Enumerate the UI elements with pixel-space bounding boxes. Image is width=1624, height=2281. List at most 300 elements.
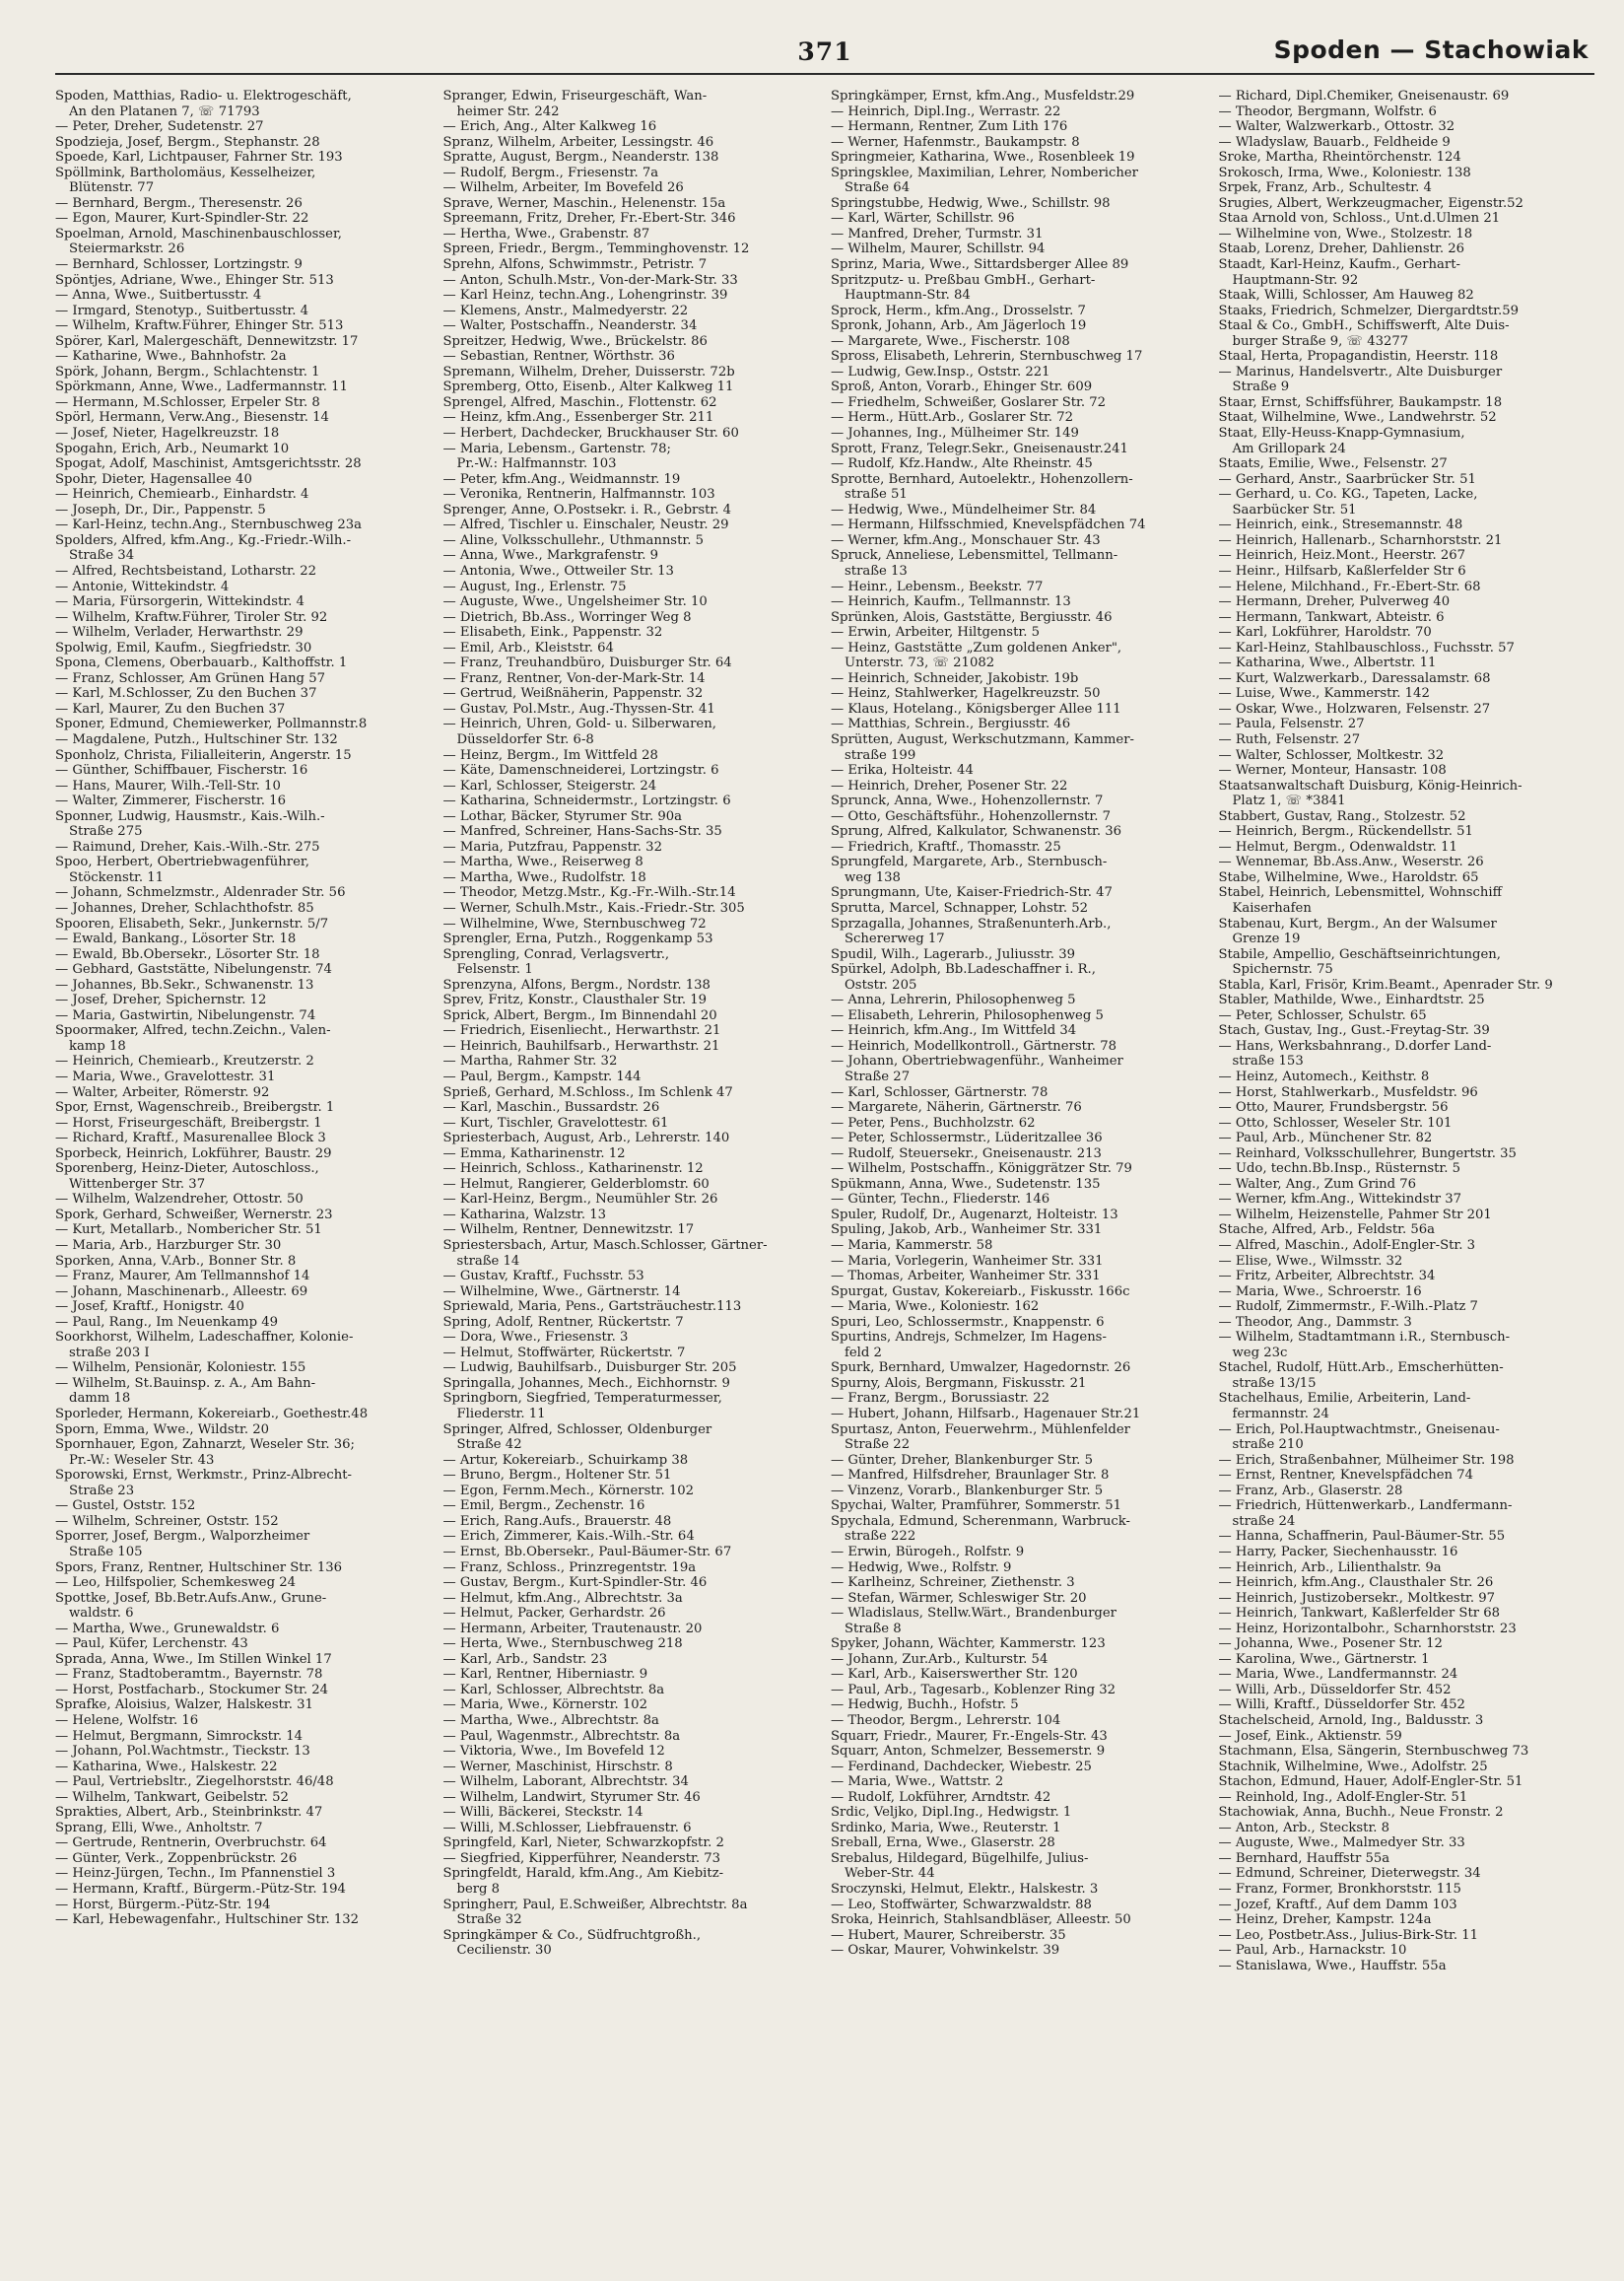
directory-entry: Sprütten, August, Werkschutzmann, Kammer- — [831, 731, 1134, 747]
directory-entry: Sprzagalla, Johannes, Straßenunterh.Arb., — [831, 916, 1112, 932]
directory-entry: fermannstr. 24 — [1232, 1407, 1329, 1422]
directory-entry: — Gerhard, u. Co. KG., Tapeten, Lacke, — [1218, 487, 1478, 503]
directory-column-2 — [443, 89, 820, 2261]
directory-entry: — Matthias, Schrein., Bergiusstr. 46 — [831, 717, 1071, 732]
directory-entry: Springmeier, Katharina, Wwe., Rosenbleek 19 — [831, 150, 1135, 166]
directory-entry: Spychala, Edmund, Scherenmann, Warbruck- — [831, 1513, 1130, 1529]
directory-entry: Spremberg, Otto, Eisenb., Alter Kalkweg 11 — [442, 380, 734, 395]
directory-entry: Sprinz, Maria, Wwe., Sittardsberger Allee 89 — [831, 257, 1129, 273]
directory-entry: — Heinrich, Chemiearb., Kreutzerstr. 2 — [55, 1054, 314, 1070]
directory-entry: — Maria, Wwe., Wattstr. 2 — [831, 1774, 1004, 1790]
directory-entry: Sprock, Herm., kfm.Ang., Drosselstr. 7 — [831, 303, 1086, 318]
directory-entry: — Gertrud, Weißnäherin, Pappenstr. 32 — [442, 686, 704, 702]
directory-entry: — Wilhelm, Arbeiter, Im Bovefeld 26 — [442, 180, 684, 196]
directory-entry: — Maria, Putzfrau, Pappenstr. 32 — [442, 839, 662, 855]
directory-entry: Springstubbe, Hedwig, Wwe., Schillstr. 98 — [831, 195, 1111, 211]
directory-entry: — Karl, Schlosser, Steigerstr. 24 — [442, 778, 657, 794]
directory-entry: Weber-Str. 44 — [845, 1866, 935, 1882]
directory-entry: Straße 34 — [69, 548, 135, 564]
directory-entry: — Erich, Rang.Aufs., Brauerstr. 48 — [442, 1513, 672, 1529]
directory-entry: — Richard, Kraftf., Masurenallee Block 3 — [55, 1131, 326, 1146]
directory-entry: Spurny, Alois, Bergmann, Fiskusstr. 21 — [831, 1375, 1087, 1391]
directory-entry: Spöllmink, Bartholomäus, Kesselheizer, — [55, 165, 316, 180]
directory-entry: heimer Str. 242 — [456, 104, 560, 119]
directory-entry: — Hermann, Tankwart, Abteistr. 6 — [1218, 609, 1445, 625]
directory-entry: Springfeldt, Harald, kfm.Ang., Am Kiebitz- — [442, 1866, 724, 1882]
directory-entry: — Heinrich, Arb., Lilienthalstr. 9a — [1218, 1559, 1442, 1575]
directory-entry: — Karl, Lokführer, Haroldstr. 70 — [1218, 625, 1432, 641]
directory-entry: — Johann, Maschinenarb., Alleestr. 69 — [55, 1283, 308, 1299]
directory-entry: Spogat, Adolf, Maschinist, Amtsgerichtsstr. 28 — [55, 456, 362, 472]
directory-entry: — Karl, M.Schlosser, Zu den Buchen 37 — [55, 686, 317, 702]
directory-entry: berg 8 — [456, 1881, 501, 1897]
directory-entry: — Harry, Packer, Siechenhausstr. 16 — [1218, 1544, 1458, 1559]
directory-entry: Spyker, Johann, Wächter, Kammerstr. 123 — [831, 1636, 1106, 1652]
directory-entry: — Herta, Wwe., Sternbuschweg 218 — [442, 1636, 683, 1652]
directory-entry: Spriesterbach, August, Arb., Lehrerstr. 140 — [442, 1131, 730, 1146]
directory-entry: Spörkmann, Anne, Wwe., Ladfermannstr. 11 — [55, 380, 348, 395]
directory-entry: Sprott, Franz, Telegr.Sekr., Gneisenaustr.241 — [831, 441, 1128, 456]
directory-entry: Springkämper, Ernst, kfm.Ang., Musfeldstr.29 — [831, 89, 1135, 104]
directory-entry: — Walter, Postschaffn., Neanderstr. 34 — [442, 318, 698, 334]
directory-entry: Oststr. 205 — [845, 977, 917, 993]
directory-entry: — Friedhelm, Schweißer, Goslarer Str. 72 — [831, 394, 1107, 410]
directory-entry: Spürkel, Adolph, Bb.Ladeschaffner i. R., — [831, 962, 1096, 978]
directory-entry: — Erich, Straßenbahner, Mülheimer Str. 198 — [1218, 1452, 1515, 1468]
directory-entry: — Wilhelm, Laborant, Albrechtstr. 34 — [442, 1774, 689, 1790]
directory-entry: — Theodor, Metzg.Mstr., Kg.-Fr.-Wilh.-Str.14 — [442, 885, 736, 901]
directory-entry: — Vinzenz, Vorarb., Blankenburger Str. 5 — [831, 1483, 1104, 1498]
directory-entry: Hauptmann-Str. 84 — [845, 288, 971, 304]
directory-entry: — Rudolf, Bergm., Friesenstr. 7a — [442, 165, 659, 180]
directory-entry: Staat, Wilhelmine, Wwe., Landwehrstr. 52 — [1218, 410, 1497, 426]
directory-entry: — Heinz, Gaststätte „Zum goldenen Anker", — [831, 640, 1122, 656]
directory-entry: Stabbert, Gustav, Rang., Stolzestr. 52 — [1218, 808, 1466, 824]
directory-entry: — Gustav, Kraftf., Fuchsstr. 53 — [442, 1269, 644, 1284]
directory-entry: Sponner, Ludwig, Hausmstr., Kais.-Wilh.- — [55, 808, 325, 824]
directory-entry: Spoden, Matthias, Radio- u. Elektrogeschäft, — [55, 89, 352, 104]
directory-entry: — Werner, Maschinist, Hirschstr. 8 — [442, 1759, 673, 1774]
directory-entry: — Heinrich, Hallenarb., Scharnhorststr. 21 — [1218, 532, 1503, 548]
directory-entry: — Walter, Zimmerer, Fischerstr. 16 — [55, 794, 286, 809]
directory-entry: — Karl, Wärter, Schillstr. 96 — [831, 211, 1015, 227]
directory-entry: Spross, Elisabeth, Lehrerin, Sternbuschweg 17 — [831, 349, 1143, 365]
directory-entry: — Karl, Maurer, Zu den Buchen 37 — [55, 701, 286, 717]
directory-entry: — Raimund, Dreher, Kais.-Wilh.-Str. 275 — [55, 839, 320, 855]
directory-entry: — Werner, Schulh.Mstr., Kais.-Friedr.-Str. 305 — [442, 900, 745, 916]
directory-entry: — Lothar, Bäcker, Styrumer Str. 90a — [442, 808, 683, 824]
directory-entry: — Paula, Felsenstr. 27 — [1218, 717, 1365, 732]
directory-entry: — Heinr., Hilfsarb, Kaßlerfelder Str 6 — [1218, 563, 1466, 579]
directory-entry: — Paul, Vertriebsltr., Ziegelhorststr. 46/48 — [55, 1774, 334, 1790]
directory-entry: kamp 18 — [69, 1038, 126, 1054]
directory-entry: Spuri, Leo, Schlossermstr., Knappenstr. 6 — [831, 1314, 1105, 1330]
directory-entry: — Josef, Nieter, Hagelkreuzstr. 18 — [55, 426, 280, 442]
directory-entry: — Udo, techn.Bb.Insp., Rüsternstr. 5 — [1218, 1161, 1461, 1177]
directory-entry: — Emil, Arb., Kleiststr. 64 — [442, 640, 614, 656]
directory-entry: — Wilhelm, St.Bauinsp. z. A., Am Bahn- — [55, 1375, 316, 1391]
directory-entry: — Wilhelm, Stadtamtmann i.R., Sternbusch- — [1218, 1330, 1511, 1346]
directory-entry: Stabler, Mathilde, Wwe., Einhardtstr. 25 — [1218, 993, 1485, 1008]
directory-entry: Sprev, Fritz, Konstr., Clausthaler Str. 19 — [442, 993, 708, 1008]
directory-entry: Stachowiak, Anna, Buchh., Neue Fronstr. 2 — [1218, 1805, 1504, 1821]
directory-entry: Srokosch, Irma, Wwe., Koloniestr. 138 — [1218, 165, 1471, 180]
directory-entry: — Elise, Wwe., Wilmsstr. 32 — [1218, 1253, 1403, 1269]
directory-entry: Sprenzyna, Alfons, Bergm., Nordstr. 138 — [442, 977, 710, 993]
directory-entry: — Gustav, Pol.Mstr., Aug.-Thyssen-Str. 41 — [442, 701, 715, 717]
directory-entry: — Hedwig, Wwe., Rolfstr. 9 — [831, 1559, 1012, 1575]
directory-entry: — Reinhard, Volksschullehrer, Bungertstr. 35 — [1218, 1145, 1517, 1161]
directory-entry: — Johannes, Bb.Sekr., Schwanenstr. 13 — [55, 977, 314, 993]
directory-entry: Spöntjes, Adriane, Wwe., Ehinger Str. 513 — [55, 272, 334, 288]
directory-entry: — Günter, Verk., Zoppenbrückstr. 26 — [55, 1850, 298, 1866]
directory-entry: — Hans, Werksbahnrang., D.dorfer Land- — [1218, 1038, 1492, 1054]
directory-entry: — Maria, Wwe., Körnerstr. 102 — [442, 1697, 648, 1713]
directory-entry: Stach, Gustav, Ing., Gust.-Freytag-Str. 39 — [1218, 1023, 1490, 1039]
directory-entry: straße 199 — [845, 747, 916, 763]
directory-entry: — Hedwig, Wwe., Mündelheimer Str. 84 — [831, 502, 1097, 518]
directory-entry: — Theodor, Bergmann, Wolfstr. 6 — [1218, 104, 1437, 119]
directory-entry: — Johann, Obertriebwagenführ., Wanheimer — [831, 1054, 1123, 1070]
directory-entry: — Antonie, Wittekindstr. 4 — [55, 579, 230, 594]
directory-entry: — Hermann, Dreher, Pulverweg 40 — [1218, 594, 1451, 610]
directory-entry: straße 14 — [456, 1253, 520, 1269]
directory-entry: — Ernst, Bb.Obersekr., Paul-Bäumer-Str. 67 — [442, 1544, 732, 1559]
directory-entry: straße 13 — [845, 563, 908, 579]
directory-entry: Spohr, Dieter, Hagensallee 40 — [55, 471, 252, 487]
directory-entry: — Egon, Maurer, Kurt-Spindler-Str. 22 — [55, 211, 309, 227]
directory-entry: — Leo, Hilfspolier, Schemkesweg 24 — [55, 1575, 296, 1591]
directory-entry: Spörk, Johann, Bergm., Schlachtenstr. 1 — [55, 364, 320, 380]
directory-entry: — Emma, Katharinenstr. 12 — [442, 1145, 626, 1161]
directory-entry: — Günter, Techn., Fliederstr. 146 — [831, 1192, 1050, 1208]
directory-entry: — Heinrich, Bergm., Rückendellstr. 51 — [1218, 824, 1473, 840]
directory-entry: — Elisabeth, Eink., Pappenstr. 32 — [442, 625, 663, 641]
directory-entry: Squarr, Friedr., Maurer, Fr.-Engels-Str. 43 — [831, 1728, 1108, 1744]
directory-entry: Sporowski, Ernst, Werkmstr., Prinz-Albrecht- — [55, 1468, 352, 1484]
directory-entry: — Maria, Vorlegerin, Wanheimer Str. 331 — [831, 1253, 1104, 1269]
directory-entry: — Katharina, Wwe., Halskestr. 22 — [55, 1759, 278, 1774]
directory-entry: — Viktoria, Wwe., Im Bovefeld 12 — [442, 1744, 665, 1760]
directory-entry: — Otto, Maurer, Frundsbergstr. 56 — [1218, 1100, 1449, 1116]
directory-entry: — Franz, Arb., Glaserstr. 28 — [1218, 1483, 1403, 1498]
directory-entry: Spoelman, Arnold, Maschinenbauschlosser, — [55, 226, 342, 242]
directory-entry: Spurtasz, Anton, Feuerwehrm., Mühlenfelder — [831, 1421, 1130, 1437]
directory-entry: — Heinz, Automech., Keithstr. 8 — [1218, 1070, 1430, 1084]
directory-entry: Spreen, Friedr., Bergm., Temminghovenstr. 12 — [442, 242, 750, 257]
directory-entry: Staa Arnold von, Schloss., Unt.d.Ulmen 21 — [1218, 211, 1501, 227]
directory-entry: — Wilhelm, Rentner, Dennewitzstr. 17 — [442, 1222, 695, 1238]
directory-entry: — Peter, Pens., Buchholzstr. 62 — [831, 1115, 1036, 1131]
directory-entry: — Irmgard, Stenotyp., Suitbertusstr. 4 — [55, 303, 309, 318]
directory-entry: Sprakties, Albert, Arb., Steinbrinkstr. 47 — [55, 1805, 323, 1821]
directory-entry: feld 2 — [845, 1345, 882, 1360]
directory-entry: Sprungfeld, Margarete, Arb., Sternbusch- — [831, 855, 1108, 870]
directory-entry: Spolwig, Emil, Kaufm., Siegfriedstr. 30 — [55, 640, 312, 656]
directory-entry: Spriestersbach, Artur, Masch.Schlosser, Gärtner- — [442, 1238, 768, 1254]
directory-entry: — Bernhard, Bergm., Theresenstr. 26 — [55, 195, 303, 211]
directory-entry: — Walter, Ang., Zum Grind 76 — [1218, 1176, 1417, 1192]
directory-entry: Stachelscheid, Arnold, Ing., Baldusstr. 3 — [1218, 1712, 1484, 1728]
directory-entry: waldstr. 6 — [69, 1606, 134, 1622]
directory-entry: Spring, Adolf, Rentner, Rückertstr. 7 — [442, 1314, 684, 1330]
directory-entry: — Elisabeth, Lehrerin, Philosophenweg 5 — [831, 1007, 1104, 1023]
directory-entry: — Günter, Dreher, Blankenburger Str. 5 — [831, 1452, 1093, 1468]
directory-entry: — Oskar, Wwe., Holzwaren, Felsenstr. 27 — [1218, 701, 1491, 717]
directory-entry: — Ewald, Bankang., Lösorter Str. 18 — [55, 932, 297, 947]
directory-entry: — Paul, Arb., Tagesarb., Koblenzer Ring 32 — [831, 1682, 1116, 1697]
directory-entry: Sprungmann, Ute, Kaiser-Friedrich-Str. 47 — [831, 885, 1113, 901]
directory-entry: — Martha, Wwe., Albrechtstr. 8a — [442, 1712, 659, 1728]
directory-entry: — Wilhelm, Kraftw.Führer, Ehinger Str. 513 — [55, 318, 344, 334]
directory-entry: — Willi, Bäckerei, Steckstr. 14 — [442, 1805, 643, 1821]
directory-entry: Stachel, Rudolf, Hütt.Arb., Emscherhütten- — [1218, 1360, 1504, 1376]
directory-entry: — Paul, Bergm., Kampstr. 144 — [442, 1070, 642, 1084]
directory-entry: Sporrer, Josef, Bergm., Walporzheimer — [55, 1529, 310, 1545]
directory-entry: — Horst, Friseurgeschäft, Breibergstr. 1 — [55, 1115, 322, 1131]
directory-entry: — Dietrich, Bb.Ass., Worringer Weg 8 — [442, 609, 692, 625]
directory-entry: — Karl Heinz, techn.Ang., Lohengrinstr. 39 — [442, 288, 728, 304]
directory-entry: — Maria, Wwe., Koloniestr. 162 — [831, 1299, 1040, 1315]
directory-entry: — Hermann, Arbeiter, Trautenaustr. 20 — [442, 1621, 703, 1636]
directory-entry: — Käte, Damenschneiderei, Lortzingstr. 6 — [442, 763, 719, 779]
directory-entry: Staatsanwaltschaft Duisburg, König-Heinrich- — [1218, 778, 1522, 794]
directory-entry: Spogahn, Erich, Arb., Neumarkt 10 — [55, 441, 290, 456]
directory-entry: — Stanislawa, Wwe., Hauffstr. 55a — [1218, 1958, 1447, 1973]
directory-entry: — Maria, Wwe., Gravelottestr. 31 — [55, 1070, 276, 1084]
directory-entry: — Antonia, Wwe., Ottweiler Str. 13 — [442, 563, 674, 579]
directory-entry: — Manfred, Schreiner, Hans-Sachs-Str. 35 — [442, 824, 722, 840]
directory-entry: Staal & Co., GmbH., Schiffswerft, Alte Duis- — [1218, 318, 1510, 334]
directory-entry: Sprotte, Bernhard, Autoelektr., Hohenzollern- — [831, 471, 1133, 487]
directory-entry: Sprang, Elli, Wwe., Anholtstr. 7 — [55, 1820, 263, 1835]
directory-entry: — Hermann, Hilfsschmied, Knevelspfädchen 74 — [831, 518, 1146, 533]
directory-entry: Straße 32 — [456, 1912, 522, 1928]
directory-entry: Stachon, Edmund, Hauer, Adolf-Engler-Str. 51 — [1218, 1774, 1523, 1790]
directory-entry: Sporleder, Hermann, Kokereiarb., Goethestr.48 — [55, 1407, 369, 1422]
directory-entry: — Wilhelm, Postschaffn., Königgrätzer Str. 79 — [831, 1161, 1132, 1177]
directory-entry: Sporbeck, Heinrich, Lokführer, Baustr. 29 — [55, 1145, 332, 1161]
directory-entry: — Edmund, Schreiner, Dieterwegstr. 34 — [1218, 1866, 1481, 1882]
directory-entry: — Ewald, Bb.Obersekr., Lösorter Str. 18 — [55, 946, 320, 962]
directory-entry: Straße 275 — [69, 824, 143, 840]
directory-entry: — Wilhelm, Pensionär, Koloniestr. 155 — [55, 1360, 306, 1376]
directory-column-4 — [1219, 89, 1595, 2261]
directory-entry: straße 24 — [1232, 1513, 1296, 1529]
directory-entry: — Heinrich, Bauhilfsarb., Herwarthstr. 21 — [442, 1038, 720, 1054]
directory-entry: Springsklee, Maximilian, Lehrer, Nombericher — [831, 165, 1138, 180]
directory-entry: Fliederstr. 11 — [456, 1407, 546, 1422]
directory-entry: — August, Ing., Erlenstr. 75 — [442, 579, 627, 594]
directory-entry: — Stefan, Wärmer, Schleswiger Str. 20 — [831, 1590, 1087, 1606]
directory-entry: straße 51 — [845, 487, 908, 503]
directory-entry: — Kurt, Tischler, Gravelottestr. 61 — [442, 1115, 669, 1131]
directory-entry: Sprehn, Alfons, Schwimmstr., Petristr. 7 — [442, 257, 708, 273]
directory-entry: Spoo, Herbert, Obertriebwagenführer, — [55, 855, 309, 870]
directory-entry: — Anton, Arb., Steckstr. 8 — [1218, 1820, 1390, 1835]
directory-entry: Spottke, Josef, Bb.Betr.Aufs.Anw., Grune- — [55, 1590, 327, 1606]
directory-entry: Spychai, Walter, Pramführer, Sommerstr. 51 — [831, 1498, 1122, 1514]
directory-entry: Steiermarkstr. 26 — [69, 242, 185, 257]
directory-entry: — Reinhold, Ing., Adolf-Engler-Str. 51 — [1218, 1789, 1468, 1805]
directory-entry: — Leo, Postbetr.Ass., Julius-Birk-Str. 11 — [1218, 1927, 1479, 1943]
directory-column-1 — [55, 89, 432, 2261]
page-number: 371 — [797, 37, 852, 66]
directory-entry: Cecilienstr. 30 — [456, 1943, 552, 1959]
directory-entry: — Manfred, Hilfsdreher, Braunlager Str. 8 — [831, 1468, 1110, 1484]
directory-entry: — Karl-Heinz, Bergm., Neumühler Str. 26 — [442, 1192, 718, 1208]
directory-entry: Springer, Alfred, Schlosser, Oldenburger — [442, 1421, 712, 1437]
directory-entry: — Karl, Arb., Sandstr. 23 — [442, 1651, 608, 1667]
directory-entry: — Franz, Schloss., Prinzregentstr. 19a — [442, 1559, 697, 1575]
directory-entry: Spreitzer, Hedwig, Wwe., Brückelstr. 86 — [442, 333, 708, 349]
directory-entry: — Wilhelm, Tankwart, Geibelstr. 52 — [55, 1789, 289, 1805]
directory-entry: — Karl-Heinz, Stahlbauschloss., Fuchsstr. 57 — [1218, 640, 1515, 656]
directory-entry: — Hubert, Johann, Hilfsarb., Hagenauer Str.21 — [831, 1407, 1141, 1422]
directory-entry: — Josef, Eink., Aktienstr. 59 — [1218, 1728, 1402, 1744]
directory-entry: Sprick, Albert, Bergm., Im Binnendahl 20 — [442, 1007, 717, 1023]
directory-entry: Spor, Ernst, Wagenschreib., Breibergstr. 1 — [55, 1100, 335, 1116]
directory-entry: Spranz, Wilhelm, Arbeiter, Lessingstr. 46 — [442, 134, 714, 150]
directory-entry: Pr.-W.: Weseler Str. 43 — [69, 1452, 215, 1468]
directory-entry: Stöckenstr. 11 — [69, 869, 165, 885]
directory-entry: Kaiserhafen — [1232, 900, 1312, 916]
directory-entry: Spörl, Hermann, Verw.Ang., Biesenstr. 14 — [55, 410, 329, 426]
directory-entry: — Alfred, Rechtsbeistand, Lotharstr. 22 — [55, 563, 317, 579]
directory-entry: — Alfred, Tischler u. Einschaler, Neustr. 29 — [442, 518, 729, 533]
directory-entry: — Manfred, Dreher, Turmstr. 31 — [831, 226, 1044, 242]
directory-entry: Straße 23 — [69, 1483, 135, 1498]
directory-entry: Srdic, Veljko, Dipl.Ing., Hedwigstr. 1 — [831, 1805, 1072, 1821]
directory-entry: — Willi, Kraftf., Düsseldorfer Str. 452 — [1218, 1697, 1465, 1713]
directory-entry: — Wladislaus, Stellw.Wärt., Brandenburger — [831, 1606, 1116, 1622]
directory-entry: — Peter, Schlosser, Schulstr. 65 — [1218, 1007, 1427, 1023]
directory-entry: — Franz, Schlosser, Am Grünen Hang 57 — [55, 670, 325, 686]
directory-entry: Spona, Clemens, Oberbauarb., Kalthoffstr. 1 — [55, 656, 348, 671]
directory-entry: Sponholz, Christa, Filialleiterin, Angerstr. 15 — [55, 747, 352, 763]
directory-entry: Sprünken, Alois, Gaststätte, Bergiusstr. 46 — [831, 609, 1113, 625]
directory-entry: — Horst, Stahlwerkarb., Musfeldstr. 96 — [1218, 1084, 1478, 1100]
directory-entry: straße 13/15 — [1232, 1375, 1317, 1391]
directory-entry: Stabla, Karl, Frisör, Krim.Beamt., Apenrader Str. 9 — [1218, 977, 1553, 993]
directory-entry: Staadt, Karl-Heinz, Kaufm., Gerhart- — [1218, 257, 1460, 273]
directory-entry: — Wilhelm, Landwirt, Styrumer Str. 46 — [442, 1789, 701, 1805]
directory-entry: — Alfred, Maschin., Adolf-Engler-Str. 3 — [1218, 1238, 1476, 1254]
directory-entry: straße 222 — [845, 1529, 916, 1545]
directory-entry: Spratte, August, Bergm., Neanderstr. 138 — [442, 150, 719, 166]
directory-entry: — Klemens, Anstr., Malmedyerstr. 22 — [442, 303, 689, 318]
directory-entry: — Wilhelm, Schreiner, Oststr. 152 — [55, 1513, 279, 1529]
directory-entry: Straße 8 — [845, 1621, 902, 1636]
directory-entry: — Hermann, M.Schlosser, Erpeler Str. 8 — [55, 394, 320, 410]
directory-entry: weg 23c — [1232, 1345, 1288, 1360]
directory-entry: Sprengler, Erna, Putzh., Roggenkamp 53 — [442, 932, 713, 947]
directory-entry: Srugies, Albert, Werkzeugmacher, Eigenstr.52 — [1218, 195, 1523, 211]
directory-entry: — Hans, Maurer, Wilh.-Tell-Str. 10 — [55, 778, 281, 794]
directory-entry: — Franz, Stadtoberamtm., Bayernstr. 78 — [55, 1667, 323, 1683]
directory-entry: Staar, Ernst, Schiffsführer, Baukampstr. 18 — [1218, 394, 1503, 410]
directory-entry: — Horst, Postfacharb., Stockumer Str. 24 — [55, 1682, 329, 1697]
directory-entry: — Erich, Ang., Alter Kalkweg 16 — [442, 119, 657, 135]
directory-entry: — Kurt, Metallarb., Nombericher Str. 51 — [55, 1222, 322, 1238]
directory-entry: Stabenau, Kurt, Bergm., An der Walsumer — [1218, 916, 1497, 932]
directory-entry: Spriewald, Maria, Pens., Gartsträuchestr.113 — [442, 1299, 742, 1315]
directory-entry: — Maria, Kammerstr. 58 — [831, 1238, 993, 1254]
directory-entry: — Martha, Wwe., Grunewaldstr. 6 — [55, 1621, 280, 1636]
directory-entry: — Wilhelmine, Wwe, Sternbuschweg 72 — [442, 916, 707, 932]
directory-entry: — Horst, Bürgerm.-Pütz-Str. 194 — [55, 1897, 271, 1912]
directory-entry: Schererweg 17 — [845, 932, 945, 947]
directory-entry: Sreball, Erna, Wwe., Glaserstr. 28 — [831, 1835, 1055, 1851]
directory-entry: Sprutta, Marcel, Schnapper, Lohstr. 52 — [831, 900, 1089, 916]
directory-entry: — Martha, Wwe., Reiserweg 8 — [442, 855, 643, 870]
directory-entry: Staab, Lorenz, Dreher, Dahlienstr. 26 — [1218, 242, 1464, 257]
directory-entry: — Karolina, Wwe., Gärtnerstr. 1 — [1218, 1651, 1430, 1667]
directory-entry: — Erich, Pol.Hauptwachtmstr., Gneisenau- — [1218, 1421, 1500, 1437]
directory-entry: — Karl-Heinz, techn.Ang., Sternbuschweg 23a — [55, 518, 363, 533]
directory-entry: — Karlheinz, Schreiner, Ziethenstr. 3 — [831, 1575, 1075, 1591]
directory-entry: — Ernst, Rentner, Knevelspfädchen 74 — [1218, 1468, 1473, 1484]
directory-entry: — Friedrich, Hüttenwerkarb., Landfermann- — [1218, 1498, 1513, 1514]
directory-entry: — Theodor, Ang., Dammstr. 3 — [1218, 1314, 1412, 1330]
directory-entry: — Ferdinand, Dachdecker, Wiebestr. 25 — [831, 1759, 1092, 1774]
directory-entry: Sprunck, Anna, Wwe., Hohenzollernstr. 7 — [831, 794, 1104, 809]
directory-entry: Sproß, Anton, Vorarb., Ehinger Str. 609 — [831, 380, 1093, 395]
directory-entry: — Johann, Zur.Arb., Kulturstr. 54 — [831, 1651, 1049, 1667]
directory-entry: — Margarete, Wwe., Fischerstr. 108 — [831, 333, 1070, 349]
directory-entry: — Otto, Geschäftsführ., Hohenzollernstr. 7 — [831, 808, 1112, 824]
directory-entry: — Günther, Schiffbauer, Fischerstr. 16 — [55, 763, 308, 779]
directory-entry: — Karl, Schlosser, Albrechtstr. 8a — [442, 1682, 665, 1697]
directory-entry: — Heinr., Lebensm., Beekstr. 77 — [831, 579, 1044, 594]
directory-entry: weg 138 — [845, 869, 901, 885]
directory-entry: — Sebastian, Rentner, Wörthstr. 36 — [442, 349, 675, 365]
directory-entry: — Karl, Hebewagenfahr., Hultschiner Str. 132 — [55, 1912, 360, 1928]
directory-entry: — Anna, Wwe., Markgrafenstr. 9 — [442, 548, 659, 564]
directory-entry: — Maria, Wwe., Schroerstr. 16 — [1218, 1283, 1422, 1299]
directory-entry: Spörer, Karl, Malergeschäft, Dennewitzstr. 17 — [55, 333, 359, 349]
directory-entry: — Heinrich, Heiz.Mont., Heerstr. 267 — [1218, 548, 1466, 564]
directory-entry: — Maria, Fürsorgerin, Wittekindstr. 4 — [55, 594, 304, 610]
directory-entry: — Paul, Arb., Münchener Str. 82 — [1218, 1131, 1433, 1146]
directory-entry: — Heinrich, kfm.Ang., Im Wittfeld 34 — [831, 1023, 1077, 1039]
directory-entry: — Katharina, Wwe., Albertstr. 11 — [1218, 656, 1437, 671]
directory-entry: Squarr, Anton, Schmelzer, Bessemerstr. 9 — [831, 1744, 1106, 1760]
directory-entry: — Heinz, kfm.Ang., Essenberger Str. 211 — [442, 410, 714, 426]
directory-entry: — Otto, Schlosser, Weseler Str. 101 — [1218, 1115, 1453, 1131]
directory-columns — [55, 89, 1594, 2261]
directory-entry: — Richard, Dipl.Chemiker, Gneisenaustr. 69 — [1218, 89, 1510, 104]
directory-entry: — Heinrich, eink., Stresemannstr. 48 — [1218, 518, 1463, 533]
directory-entry: Spreemann, Fritz, Dreher, Fr.-Ebert-Str. 346 — [442, 211, 736, 227]
directory-entry: — Hermann, Kraftf., Bürgerm.-Pütz-Str. 194 — [55, 1881, 346, 1897]
directory-entry: — Fritz, Arbeiter, Albrechtstr. 34 — [1218, 1269, 1436, 1284]
directory-entry: Spudil, Wilh., Lagerarb., Juliusstr. 39 — [831, 946, 1075, 962]
directory-entry: — Auguste, Wwe., Ungelsheimer Str. 10 — [442, 594, 708, 610]
directory-entry: — Wilhelmine, Wwe., Gärtnerstr. 14 — [442, 1283, 681, 1299]
directory-entry: — Erwin, Arbeiter, Hiltgenstr. 5 — [831, 625, 1040, 641]
directory-entry: — Gertrude, Rentnerin, Overbruchstr. 64 — [55, 1835, 327, 1851]
directory-entry: — Rudolf, Zimmermstr., F.-Wilh.-Platz 7 — [1218, 1299, 1478, 1315]
directory-entry: Platz 1, ☏ *3841 — [1232, 794, 1346, 809]
directory-entry: — Luise, Wwe., Kammerstr. 142 — [1218, 686, 1430, 702]
directory-entry: — Ruth, Felsenstr. 27 — [1218, 731, 1361, 747]
directory-entry: Sporken, Anna, V.Arb., Bonner Str. 8 — [55, 1253, 297, 1269]
directory-entry: Spurgat, Gustav, Kokereiarb., Fiskusstr. 166c — [831, 1283, 1130, 1299]
directory-entry: — Willi, M.Schlosser, Liebfrauenstr. 6 — [442, 1820, 692, 1835]
directory-entry: — Aline, Volksschullehr., Uthmannstr. 5 — [442, 532, 705, 548]
directory-entry: — Wilhelm, Kraftw.Führer, Tiroler Str. 92 — [55, 609, 328, 625]
